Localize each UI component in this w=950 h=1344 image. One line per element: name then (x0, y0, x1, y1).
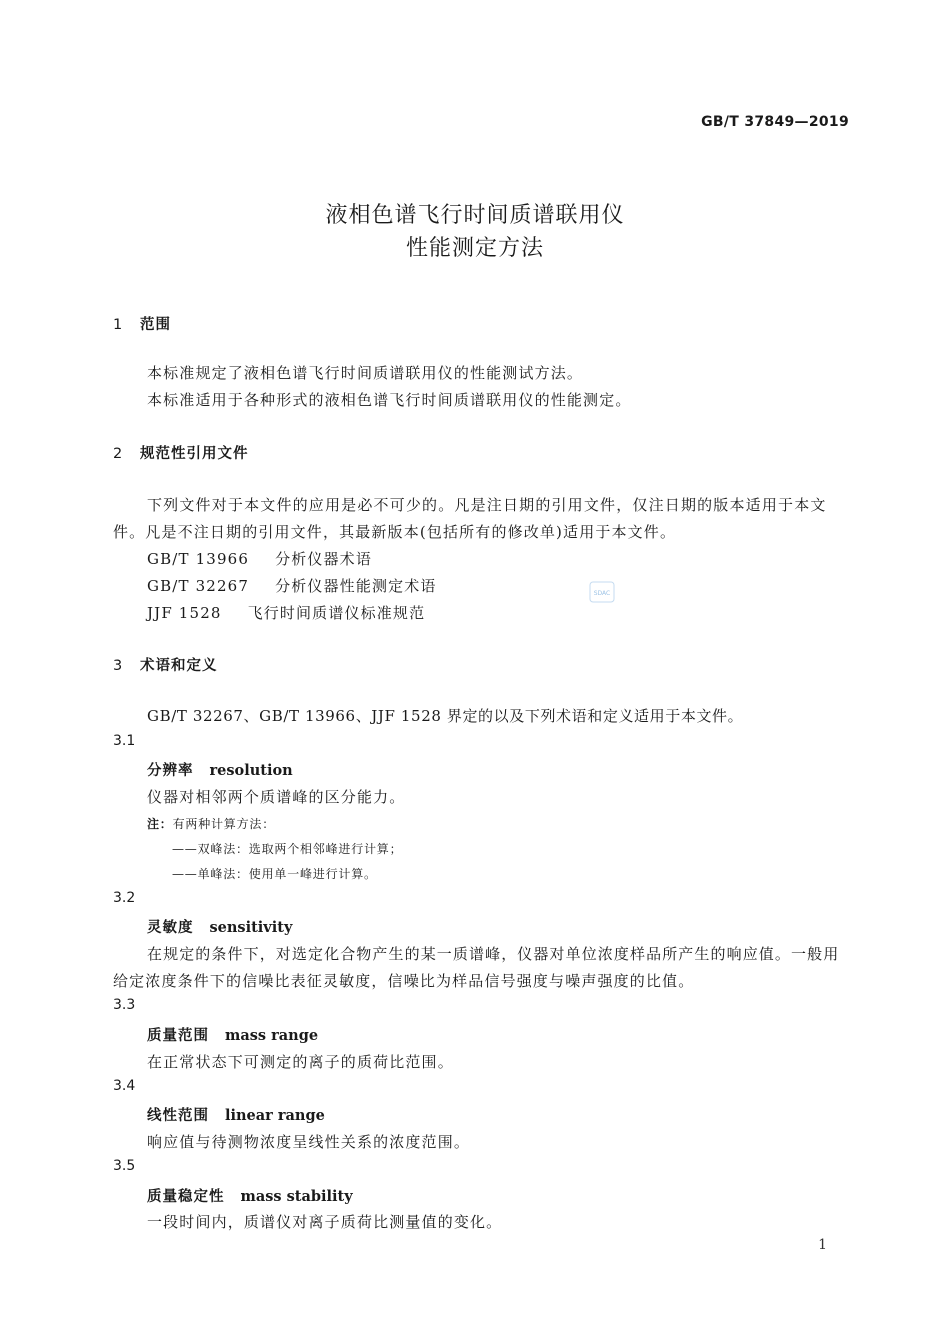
term-number: 3.1 (113, 733, 136, 749)
term-heading (147, 1185, 353, 1206)
term-definition: 在规定的条件下，对选定化合物产生的某一质谱峰，仪器对单位浓度样品所产生的响应值。一般用 (147, 945, 840, 963)
note-item: ——单峰法：使用单一峰进行计算。 (172, 867, 377, 881)
reference-title: 飞行时间质谱仪标准规范 (247, 604, 426, 622)
term-zh: 线性范围 (147, 1108, 209, 1124)
term-zh: 分辨率 (147, 763, 194, 779)
title-line-2: 性能测定方法 (405, 236, 544, 261)
reference-title: 分析仪器性能测定术语 (275, 577, 437, 595)
reference-code: JJF 1528 (147, 604, 222, 622)
term-number: 3.5 (113, 1158, 136, 1174)
sdac-watermark-logo (589, 581, 615, 603)
note-label: 注： (147, 817, 173, 831)
section-number: 3 (113, 658, 124, 674)
note-item: ——双峰法：选取两个相邻峰进行计算； (172, 842, 403, 856)
term-en: mass stability (240, 1188, 353, 1205)
term-en: resolution (209, 762, 293, 779)
reference-item (147, 548, 372, 569)
paragraph-line: 下列文件对于本文件的应用是必不可少的。凡是注日期的引用文件，仅注日期的版本适用于本文 (147, 496, 827, 514)
paragraph: 本标准适用于各种形式的液相色谱飞行时间质谱联用仪的性能测定。 (147, 391, 632, 409)
term-definition: 一段时间内，质谱仪对离子质荷比测量值的变化。 (147, 1213, 503, 1231)
term-en: sensitivity (209, 919, 293, 936)
paragraph: 本标准规定了液相色谱飞行时间质谱联用仪的性能测试方法。 (147, 364, 584, 382)
term-definition: 仪器对相邻两个质谱峰的区分能力。 (147, 788, 406, 806)
reference-item (147, 575, 437, 596)
reference-code: GB/T 32267 (147, 577, 250, 595)
reference-item (147, 602, 425, 623)
term-heading (147, 759, 293, 780)
term-heading (147, 1024, 318, 1045)
term-zh: 质量范围 (147, 1028, 209, 1044)
term-zh: 灵敏度 (147, 920, 194, 936)
section-title: 范围 (140, 317, 171, 333)
page-number: 1 (818, 1237, 827, 1253)
standard-number: GB/T 37849—2019 (701, 114, 849, 130)
term-en: linear range (225, 1107, 325, 1124)
term-definition: 响应值与待测物浓度呈线性关系的浓度范围。 (147, 1133, 471, 1151)
term-number: 3.4 (113, 1078, 136, 1094)
section-2-heading (113, 442, 249, 463)
section-title: 规范性引用文件 (140, 446, 249, 462)
term-definition: 在正常状态下可测定的离子的质荷比范围。 (147, 1053, 454, 1071)
term-number: 3.3 (113, 997, 136, 1013)
note-text: 有两种计算方法： (172, 817, 276, 831)
term-note (147, 815, 275, 832)
section-1-heading (113, 313, 171, 334)
reference-code: GB/T 13966 (147, 550, 250, 568)
section-3-intro: GB/T 32267、GB/T 13966、JJF 1528 界定的以及下列术语和定义适用于本文件。 (147, 707, 744, 725)
title-line-1: 液相色谱飞行时间质谱联用仪 (325, 203, 625, 228)
paragraph-line: 件。凡是不注日期的引用文件，其最新版本(包括所有的修改单)适用于本文件。 (113, 523, 677, 541)
svg-text:SDAC: SDAC (593, 590, 611, 597)
section-3-heading (113, 654, 218, 675)
term-heading (147, 1104, 325, 1125)
section-number: 1 (113, 317, 124, 333)
reference-title: 分析仪器术语 (275, 550, 372, 568)
section-title: 术语和定义 (140, 658, 218, 674)
term-definition-cont: 给定浓度条件下的信噪比表征灵敏度，信噪比为样品信号强度与噪声强度的比值。 (113, 972, 695, 990)
term-heading (147, 916, 292, 937)
section-number: 2 (113, 446, 124, 462)
term-en: mass range (225, 1027, 319, 1044)
term-number: 3.2 (113, 890, 136, 906)
term-zh: 质量稳定性 (147, 1189, 225, 1205)
